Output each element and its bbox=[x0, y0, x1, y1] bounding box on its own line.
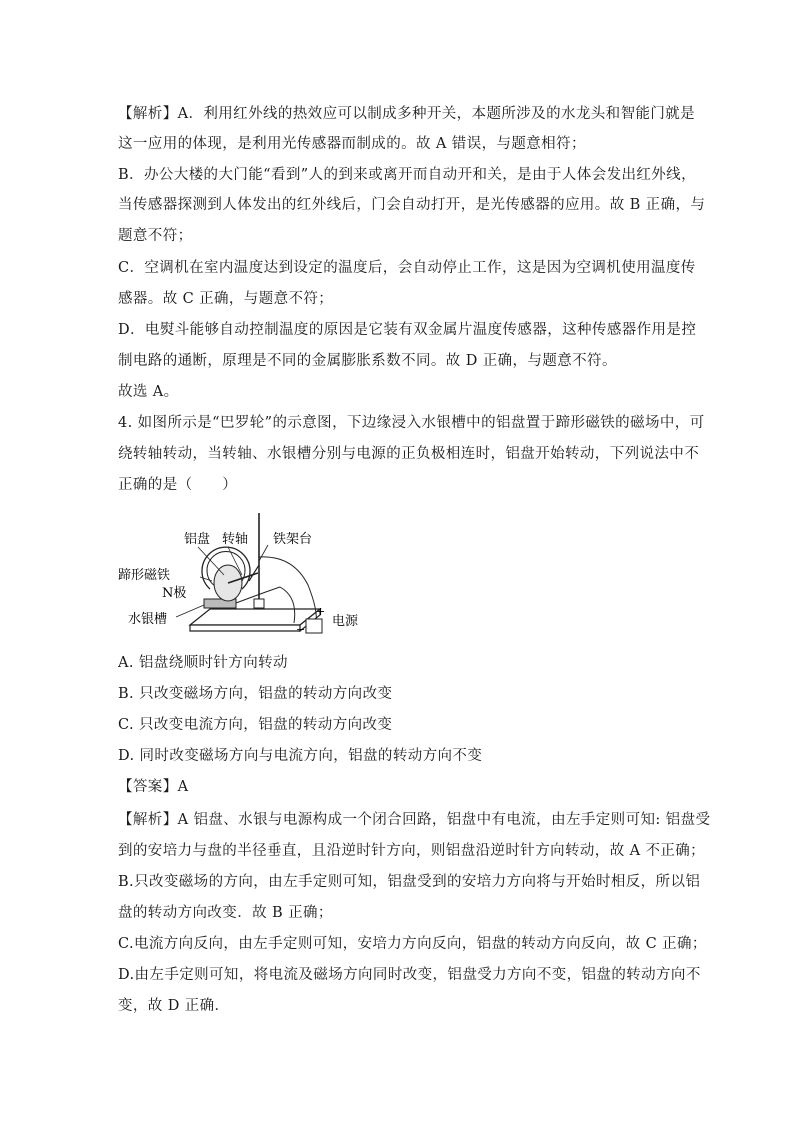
option-d: D. 同时改变磁场方向与电流方向，铝盘的转动方向不变 bbox=[118, 748, 483, 764]
label-shuiyincao: 水银槽 bbox=[128, 612, 168, 627]
minus-sign: − bbox=[296, 623, 306, 636]
solution-line-6: D.由左手定则可知，将电流及磁场方向同时改变，铝盘受力方向不变，铝盘的转动方向不 bbox=[118, 967, 701, 983]
barlow-wheel-figure bbox=[118, 505, 378, 645]
solution-line-5: C.电流方向反向，由左手定则可知，安培力方向反向，铝盘的转动方向反向，故 C 正确； bbox=[118, 936, 707, 952]
solution-line-2: 到的安培力与盘的半径垂直，且沿逆时针方向，则铝盘沿逆时针方向转动，故 A 不正确； bbox=[118, 843, 706, 859]
option-b: B. 只改变磁场方向，铝盘的转动方向改变 bbox=[118, 686, 393, 702]
label-zhuanzhou: 转轴 bbox=[222, 532, 249, 547]
solution-line-3: B.只改变磁场的方向，由左手定则可知，铝盘受到的安培力方向将与开始时相反，所以铝 bbox=[118, 874, 701, 890]
answer-line: 【答案】A bbox=[118, 779, 189, 795]
analysis-line-6: C．空调机在室内温度达到设定的温度后，会自动停止工作，这是因为空调机使用温度传 bbox=[118, 260, 696, 276]
analysis-line-9: 制电路的通断，原理是不同的金属膨胀系数不同。故 D 正确，与题意不符。 bbox=[118, 353, 617, 369]
question-line-1: 4. 如图所示是“巴罗轮”的示意图，下边缘浸入水银槽中的铝盘置于蹄形磁铁的磁场中，可 bbox=[118, 415, 705, 431]
conclusion-line: 故选 A。 bbox=[118, 384, 179, 400]
analysis-line-8: D．电熨斗能够自动控制温度的原因是它装有双金属片温度传感器，这种传感器作用是控 bbox=[118, 322, 697, 338]
solution-line-1: 【解析】A 铝盘、水银与电源构成一个闭合回路，铝盘中有电流，由左手定则可知: 铝盘受 bbox=[118, 812, 711, 828]
option-c: C. 只改变电流方向，铝盘的转动方向改变 bbox=[118, 717, 393, 733]
analysis-line-4: 当传感器探测到人体发出的红外线后，门会自动打开，是光传感器的应用。故 B 正确，与 bbox=[118, 197, 706, 213]
plus-sign: + bbox=[316, 605, 326, 618]
analysis-line-3: B．办公大楼的大门能“看到”人的到来或离开而自动开和关，是由于人体会发出红外线， bbox=[118, 167, 696, 183]
analysis-line-7: 感器。故 C 正确，与题意不符； bbox=[118, 291, 334, 307]
label-citie: 蹄形磁铁 bbox=[118, 568, 171, 583]
solution-line-7: 变，故 D 正确． bbox=[118, 998, 230, 1014]
solution-line-4: 盘的转动方向改变．故 B 正确； bbox=[118, 905, 333, 921]
label-tiejiatai: 铁架台 bbox=[273, 532, 313, 547]
analysis-line-1: 【解析】A．利用红外线的热效应可以制成多种开关，本题所涉及的水龙头和智能门就是 bbox=[118, 106, 696, 122]
analysis-line-2: 这一应用的体现，是利用光传感器而制成的。故 A 错误，与题意相符； bbox=[118, 136, 586, 152]
option-a: A. 铝盘绕顺时针方向转动 bbox=[118, 655, 288, 671]
label-nji: N极 bbox=[162, 586, 187, 601]
label-lvpan: 铝盘 bbox=[184, 532, 211, 547]
analysis-line-5: 题意不符； bbox=[118, 228, 193, 244]
question-line-2: 绕转轴转动，当转轴、水银槽分别与电源的正负极相连时，铝盘开始转动，下列说法中不 bbox=[118, 446, 700, 462]
label-dianyuan: 电源 bbox=[332, 614, 359, 629]
question-line-3: 正确的是（ ） bbox=[118, 477, 238, 493]
